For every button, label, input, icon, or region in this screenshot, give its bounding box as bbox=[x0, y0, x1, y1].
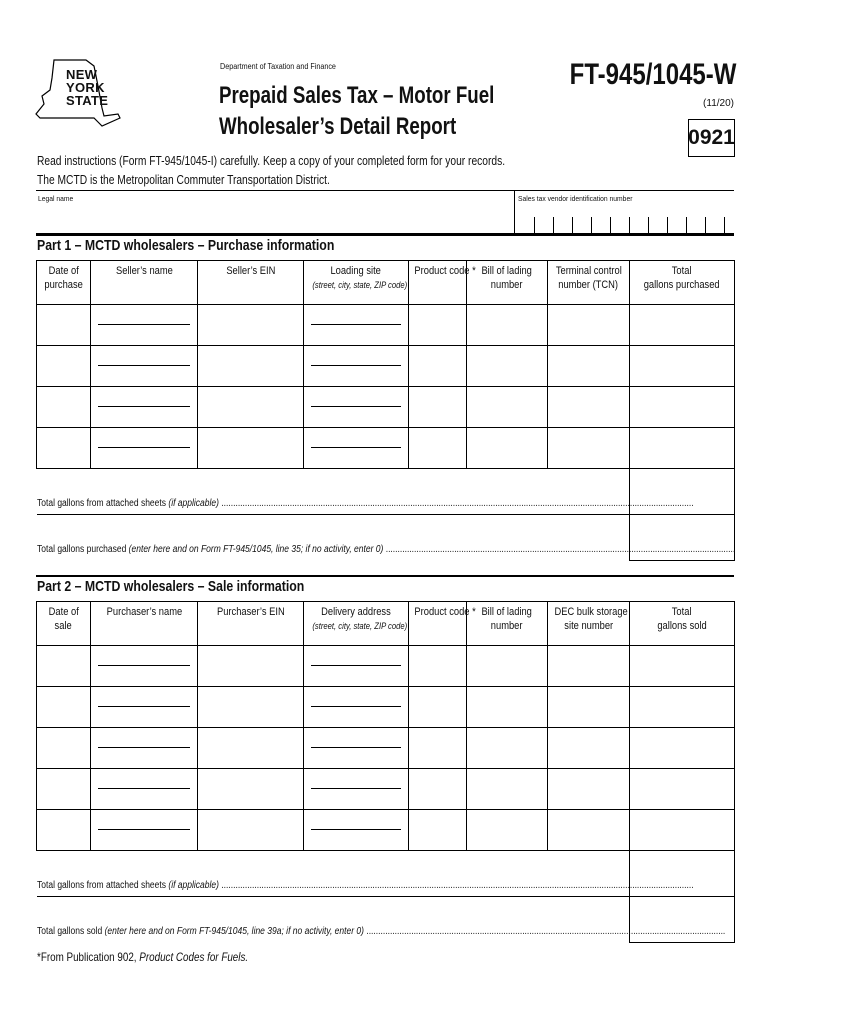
digit-divider bbox=[705, 217, 706, 233]
date-field[interactable] bbox=[37, 687, 91, 728]
form-code-box: 0921 bbox=[688, 119, 735, 157]
name-field[interactable] bbox=[91, 687, 198, 728]
address-field[interactable] bbox=[304, 387, 409, 428]
address-underline bbox=[311, 788, 401, 789]
attached-gallons-sold-field[interactable] bbox=[630, 851, 735, 897]
product-code-field[interactable] bbox=[409, 728, 467, 769]
address-underline bbox=[311, 365, 401, 366]
total-row bbox=[37, 897, 735, 943]
instructions: Read instructions (Form FT-945/1045-I) carefully. Keep a copy of your completed form for your records. The MCTD is the Metropolitan Commuter Transportation District. bbox=[37, 154, 506, 187]
table-row bbox=[37, 728, 735, 769]
col-total-gallons-purchased: Total gallons purchased bbox=[630, 261, 735, 305]
table-row bbox=[37, 428, 735, 469]
address-field[interactable] bbox=[304, 728, 409, 769]
product-code-field[interactable] bbox=[409, 769, 467, 810]
part2-divider bbox=[36, 575, 734, 577]
table-row bbox=[37, 769, 735, 810]
name-field[interactable] bbox=[91, 769, 198, 810]
product-code-field[interactable] bbox=[409, 646, 467, 687]
name-underline bbox=[98, 706, 190, 707]
identification-row bbox=[36, 190, 734, 234]
tcn-field[interactable] bbox=[548, 387, 630, 428]
product-code-field[interactable] bbox=[409, 346, 467, 387]
product-code-field[interactable] bbox=[409, 687, 467, 728]
product-code-field[interactable] bbox=[409, 428, 467, 469]
total-gallons-sold-field[interactable] bbox=[630, 897, 735, 943]
address-underline bbox=[311, 747, 401, 748]
part1-title: Part 1 – MCTD wholesalers – Purchase information bbox=[37, 237, 335, 254]
gallons-field[interactable] bbox=[630, 387, 735, 428]
bill-of-lading-field[interactable] bbox=[467, 810, 548, 851]
ein-field[interactable] bbox=[198, 646, 304, 687]
gallons-field[interactable] bbox=[630, 305, 735, 346]
date-field[interactable] bbox=[37, 428, 91, 469]
name-field[interactable] bbox=[91, 387, 198, 428]
part2-header-row bbox=[37, 602, 735, 646]
footnote: *From Publication 902, Product Codes for Fuels. bbox=[37, 950, 249, 964]
col-delivery-address: Delivery address (street, city, state, ZIP code) bbox=[304, 602, 409, 646]
name-underline bbox=[98, 788, 190, 789]
bill-of-lading-field[interactable] bbox=[467, 346, 548, 387]
dec-site-field[interactable] bbox=[548, 687, 630, 728]
address-field[interactable] bbox=[304, 687, 409, 728]
bill-of-lading-field[interactable] bbox=[467, 687, 548, 728]
tcn-field[interactable] bbox=[548, 346, 630, 387]
vendor-id-label: Sales tax vendor identification number bbox=[518, 194, 633, 203]
date-field[interactable] bbox=[37, 646, 91, 687]
col-dec-bulk-storage-site: DEC bulk storage site number bbox=[548, 602, 630, 646]
ein-field[interactable] bbox=[198, 687, 304, 728]
digit-divider bbox=[629, 217, 630, 233]
digit-divider bbox=[667, 217, 668, 233]
total-gallons-purchased-field[interactable] bbox=[630, 515, 735, 561]
part1-divider bbox=[36, 234, 734, 236]
bill-of-lading-field[interactable] bbox=[467, 387, 548, 428]
attached-sheets-label: Total gallons from attached sheets (if applicable) ........................................................................................................................................................................................................ bbox=[37, 469, 630, 515]
attached-sheets-row bbox=[37, 851, 735, 897]
part1-table bbox=[36, 260, 735, 561]
name-underline bbox=[98, 406, 190, 407]
total-gallons-purchased-label: Total gallons purchased (enter here and on Form FT-945/1045, line 35; if no activity, enter 0) .................................................................................................................................................... bbox=[37, 515, 630, 561]
col-terminal-control-number: Terminal control number (TCN) bbox=[548, 261, 630, 305]
col-bill-of-lading: Bill of lading number bbox=[467, 602, 548, 646]
digit-divider bbox=[591, 217, 592, 233]
digit-divider bbox=[686, 217, 687, 233]
name-underline bbox=[98, 365, 190, 366]
gallons-field[interactable] bbox=[630, 346, 735, 387]
date-field[interactable] bbox=[37, 305, 91, 346]
col-loading-site: Loading site (street, city, state, ZIP code) bbox=[304, 261, 409, 305]
gallons-field[interactable] bbox=[630, 428, 735, 469]
attached-gallons-purchased-field[interactable] bbox=[630, 469, 735, 515]
gallons-field[interactable] bbox=[630, 810, 735, 851]
table-row bbox=[37, 346, 735, 387]
tcn-field[interactable] bbox=[548, 305, 630, 346]
form-title: Prepaid Sales Tax – Motor Fuel Wholesaler’s Detail Report bbox=[219, 82, 495, 140]
address-underline bbox=[311, 324, 401, 325]
col-purchasers-ein: Purchaser’s EIN bbox=[198, 602, 304, 646]
product-code-field[interactable] bbox=[409, 305, 467, 346]
part2-title: Part 2 – MCTD wholesalers – Sale information bbox=[37, 578, 305, 595]
bill-of-lading-field[interactable] bbox=[467, 646, 548, 687]
dec-site-field[interactable] bbox=[548, 769, 630, 810]
table-row bbox=[37, 305, 735, 346]
digit-divider bbox=[724, 217, 725, 233]
vendor-id-field[interactable] bbox=[514, 191, 735, 233]
date-field[interactable] bbox=[37, 387, 91, 428]
legal-name-field[interactable] bbox=[36, 191, 514, 233]
date-field[interactable] bbox=[37, 728, 91, 769]
address-underline bbox=[311, 829, 401, 830]
ein-field[interactable] bbox=[198, 305, 304, 346]
product-code-field[interactable] bbox=[409, 810, 467, 851]
date-field[interactable] bbox=[37, 810, 91, 851]
address-field[interactable] bbox=[304, 305, 409, 346]
address-underline bbox=[311, 447, 401, 448]
address-field[interactable] bbox=[304, 810, 409, 851]
gallons-field[interactable] bbox=[630, 728, 735, 769]
name-field[interactable] bbox=[91, 428, 198, 469]
gallons-field[interactable] bbox=[630, 646, 735, 687]
dec-site-field[interactable] bbox=[548, 646, 630, 687]
col-sellers-name: Seller’s name bbox=[91, 261, 198, 305]
new-york-state-logo-text: NEW YORK STATE bbox=[66, 67, 109, 108]
total-row bbox=[37, 515, 735, 561]
part2-table bbox=[36, 601, 735, 943]
digit-divider bbox=[534, 217, 535, 233]
digit-divider bbox=[553, 217, 554, 233]
address-field[interactable] bbox=[304, 646, 409, 687]
ein-field[interactable] bbox=[198, 769, 304, 810]
address-underline bbox=[311, 406, 401, 407]
bill-of-lading-field[interactable] bbox=[467, 769, 548, 810]
form-revision: (11/20) bbox=[703, 98, 734, 109]
dec-site-field[interactable] bbox=[548, 728, 630, 769]
product-code-field[interactable] bbox=[409, 387, 467, 428]
name-field[interactable] bbox=[91, 346, 198, 387]
col-product-code: Product code * bbox=[409, 261, 467, 305]
col-date-of-sale: Date of sale bbox=[37, 602, 91, 646]
col-purchasers-name: Purchaser’s name bbox=[91, 602, 198, 646]
department-name: Department of Taxation and Finance bbox=[220, 62, 336, 71]
name-field[interactable] bbox=[91, 810, 198, 851]
ein-field[interactable] bbox=[198, 810, 304, 851]
legal-name-label: Legal name bbox=[38, 194, 74, 203]
bill-of-lading-field[interactable] bbox=[467, 428, 548, 469]
table-row bbox=[37, 387, 735, 428]
dec-site-field[interactable] bbox=[548, 810, 630, 851]
attached-sheets-label: Total gallons from attached sheets (if applicable) ........................................................................................................................................................................................................ bbox=[37, 851, 630, 897]
name-underline bbox=[98, 324, 190, 325]
ein-field[interactable] bbox=[198, 428, 304, 469]
ein-field[interactable] bbox=[198, 387, 304, 428]
digit-divider bbox=[572, 217, 573, 233]
part1-header-row bbox=[37, 261, 735, 305]
name-underline bbox=[98, 747, 190, 748]
digit-divider bbox=[610, 217, 611, 233]
address-underline bbox=[311, 665, 401, 666]
gallons-field[interactable] bbox=[630, 769, 735, 810]
name-underline bbox=[98, 829, 190, 830]
total-gallons-sold-label: Total gallons sold (enter here and on Form FT-945/1045, line 39a; if no activity, enter 0) ........................................................................................................................................................ bbox=[37, 897, 630, 943]
bill-of-lading-field[interactable] bbox=[467, 305, 548, 346]
gallons-field[interactable] bbox=[630, 687, 735, 728]
address-field[interactable] bbox=[304, 428, 409, 469]
address-field[interactable] bbox=[304, 769, 409, 810]
col-product-code: Product code * bbox=[409, 602, 467, 646]
name-field[interactable] bbox=[91, 305, 198, 346]
form-number: FT-945/1045-W bbox=[569, 58, 736, 91]
name-underline bbox=[98, 665, 190, 666]
ein-field[interactable] bbox=[198, 346, 304, 387]
table-row bbox=[37, 810, 735, 851]
date-field[interactable] bbox=[37, 769, 91, 810]
address-underline bbox=[311, 706, 401, 707]
name-underline bbox=[98, 447, 190, 448]
name-field[interactable] bbox=[91, 728, 198, 769]
col-date-of-purchase: Date of purchase bbox=[37, 261, 91, 305]
table-row bbox=[37, 687, 735, 728]
bill-of-lading-field[interactable] bbox=[467, 728, 548, 769]
tcn-field[interactable] bbox=[548, 428, 630, 469]
digit-divider bbox=[648, 217, 649, 233]
col-bill-of-lading: Bill of lading number bbox=[467, 261, 548, 305]
table-row bbox=[37, 646, 735, 687]
attached-sheets-row bbox=[37, 469, 735, 515]
date-field[interactable] bbox=[37, 346, 91, 387]
name-field[interactable] bbox=[91, 646, 198, 687]
ein-field[interactable] bbox=[198, 728, 304, 769]
col-sellers-ein: Seller’s EIN bbox=[198, 261, 304, 305]
col-total-gallons-sold: Total gallons sold bbox=[630, 602, 735, 646]
address-field[interactable] bbox=[304, 346, 409, 387]
